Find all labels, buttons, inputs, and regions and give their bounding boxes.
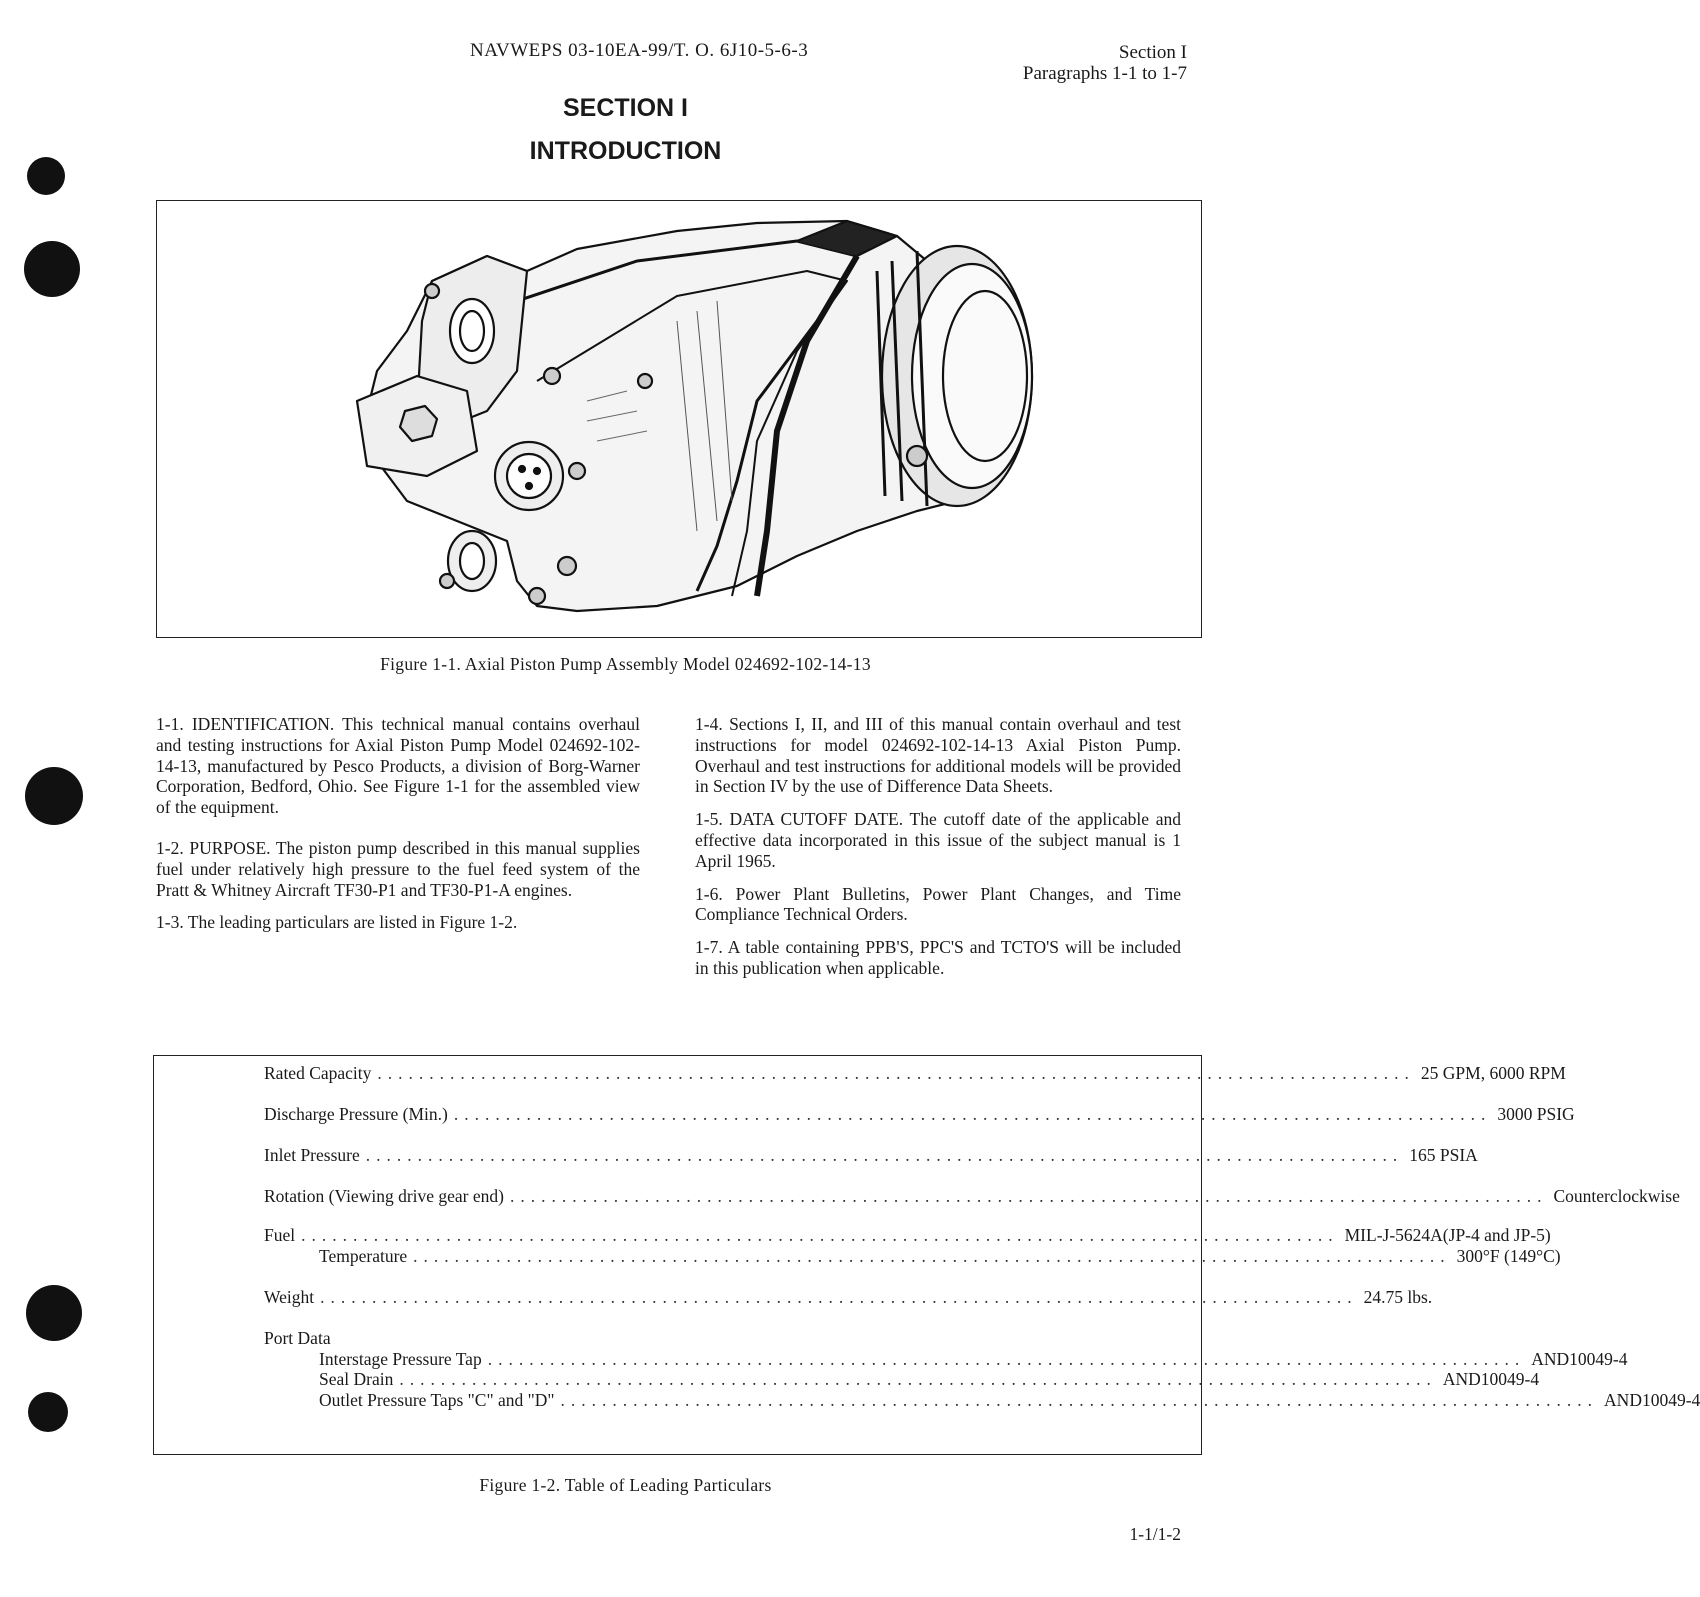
paragraph-1-2: 1-2. PURPOSE. The piston pump described in this manual supplies fuel under relatively high pressure to the fuel feed system of the Pratt & Whitney Aircraft TF30-P1 and TF30-P1-A engines. <box>156 837 640 900</box>
document-number: NAVWEPS 03-10EA-99/T. O. 6J10-5-6-3 <box>470 40 809 61</box>
row-discharge-pressure <box>264 1103 1575 1125</box>
fuel-label: Fuel <box>264 1225 296 1245</box>
inlet-pressure-value: 165 PSIA <box>1409 1145 1478 1165</box>
leader-dots: .................................................................................................... <box>377 1063 1415 1083</box>
weight-label: Weight <box>264 1287 315 1307</box>
seal-drain-label: Seal Drain <box>319 1369 394 1389</box>
binder-hole <box>24 241 80 297</box>
outlet-taps-value: AND10049-4 <box>1604 1390 1700 1410</box>
inlet-pressure-label: Inlet Pressure <box>264 1145 360 1165</box>
leader-dots: .................................................................................................... <box>560 1390 1599 1410</box>
rotation-label: Rotation (Viewing drive gear end) <box>264 1186 504 1206</box>
row-weight <box>264 1286 1433 1308</box>
row-rated-capacity <box>264 1062 1566 1084</box>
row-inlet-pressure <box>264 1144 1478 1166</box>
outlet-taps-label: Outlet Pressure Taps "C" and "D" <box>319 1390 555 1410</box>
discharge-pressure-value: 3000 PSIG <box>1497 1104 1575 1124</box>
binder-hole <box>25 767 83 825</box>
page-number: 1-1/1-2 <box>1129 1524 1181 1544</box>
paragraph-1-1: 1-1. IDENTIFICATION. This technical manual contains overhaul and testing instructions for Axial Piston Pump Model 024692-102-14-13, manufactured by Pesco Products, a division of Borg-Warner Corporation, Bedford, Ohio. See Figure 1-1 for the assembled view of the equipment. <box>156 714 640 818</box>
temperature-label: Temperature <box>319 1246 408 1266</box>
fuel-value: MIL-J-5624A(JP-4 and JP-5) <box>1344 1225 1551 1245</box>
port-data-label: Port Data <box>264 1328 331 1348</box>
section-reference <box>1023 42 1187 84</box>
binder-hole <box>28 1392 68 1432</box>
binder-hole <box>26 1285 82 1341</box>
row-rotation <box>264 1185 1680 1207</box>
leader-dots: .................................................................................................... <box>487 1349 1526 1369</box>
row-fuel <box>264 1224 1551 1246</box>
rated-capacity-value: 25 GPM, 6000 RPM <box>1420 1063 1566 1083</box>
right-column <box>695 714 1181 991</box>
weight-value: 24.75 lbs. <box>1363 1287 1433 1307</box>
paragraph-1-4: 1-4. Sections I, II, and III of this manual contain overhaul and test instructions for model 024692-102-14-13 Axial Piston Pump. Overhaul and test instructions for additional models will be provided in Section IV by the use of Difference Data Sheets. <box>695 714 1181 797</box>
interstage-label: Interstage Pressure Tap <box>319 1349 482 1369</box>
row-seal-drain <box>264 1368 1540 1390</box>
section-title: SECTION I <box>562 94 688 122</box>
leader-dots: .................................................................................................... <box>453 1104 1492 1124</box>
row-interstage <box>264 1348 1628 1370</box>
section-subtitle: INTRODUCTION <box>529 137 722 165</box>
paragraph-1-5: 1-5. DATA CUTOFF DATE. The cutoff date of the applicable and effective data incorporated in this issue of the subject manual is 1 April 1965. <box>695 809 1181 871</box>
paragraph-1-3: 1-3. The leading particulars are listed in Figure 1-2. <box>156 912 518 933</box>
row-temperature <box>264 1245 1561 1267</box>
discharge-pressure-label: Discharge Pressure (Min.) <box>264 1104 448 1124</box>
temperature-value: 300°F (149°C) <box>1456 1246 1561 1266</box>
leader-dots: .................................................................................................... <box>509 1186 1548 1206</box>
leader-dots: .................................................................................................... <box>365 1145 1404 1165</box>
pump-illustration <box>157 201 1200 636</box>
paragraph-1-7: 1-7. A table containing PPB'S, PPC'S and TCTO'S will be included in this publication when applicable. <box>695 937 1181 978</box>
figure-1-1-caption: Figure 1-1. Axial Piston Pump Assembly Model 024692-102-14-13 <box>380 654 871 674</box>
leader-dots: .................................................................................................... <box>399 1369 1437 1389</box>
rotation-value: Counterclockwise <box>1553 1186 1680 1206</box>
seal-drain-value: AND10049-4 <box>1442 1369 1540 1389</box>
rated-capacity-label: Rated Capacity <box>264 1063 372 1083</box>
leader-dots: .................................................................................................... <box>301 1225 1339 1245</box>
paragraphs-label: Paragraphs 1-1 to 1-7 <box>1022 63 1187 84</box>
row-outlet-taps <box>264 1389 1700 1411</box>
leading-particulars-table <box>153 1055 1700 1455</box>
interstage-value: AND10049-4 <box>1531 1349 1628 1369</box>
leader-dots: .................................................................................................... <box>320 1287 1358 1307</box>
left-column <box>156 714 640 945</box>
paragraph-1-6: 1-6. Power Plant Bulletins, Power Plant Changes, and Time Compliance Technical Orders. <box>695 883 1181 925</box>
figure-1-2-caption: Figure 1-2. Table of Leading Particulars <box>479 1475 772 1495</box>
section-label: Section I <box>1118 42 1187 63</box>
leader-dots: .................................................................................................... <box>413 1246 1451 1266</box>
row-port-data <box>264 1327 1094 1349</box>
figure-1-1-frame <box>156 200 1202 638</box>
